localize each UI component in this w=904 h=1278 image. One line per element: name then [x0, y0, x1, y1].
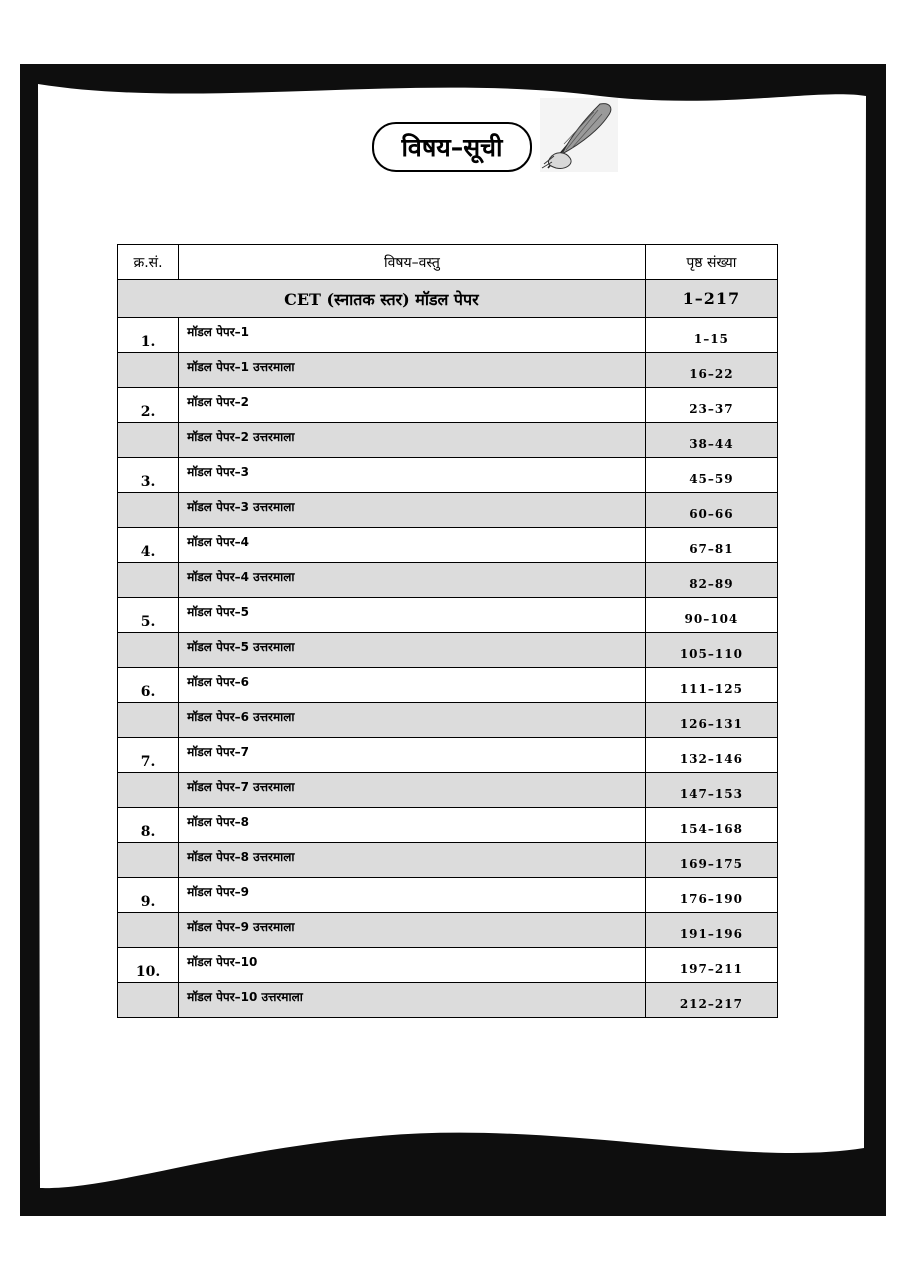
row-label: मॉडल पेपर–5	[187, 605, 249, 619]
row-label: मॉडल पेपर–9	[187, 885, 249, 899]
row-pages-cell	[645, 983, 777, 1018]
table-row	[118, 493, 778, 528]
table-row	[118, 913, 778, 948]
row-number: 6.	[140, 684, 156, 700]
row-number-cell	[118, 493, 179, 528]
row-pages-cell	[645, 598, 777, 633]
row-number-cell	[118, 388, 179, 423]
row-pages-cell	[645, 948, 777, 983]
row-label: मॉडल पेपर–1 उत्तरमाला	[187, 360, 295, 374]
section-title: CET (स्नातक स्तर) मॉडल पेपर	[118, 280, 646, 318]
row-number-cell	[118, 423, 179, 458]
row-label-cell	[179, 633, 646, 668]
row-pages: 23–37	[689, 402, 734, 416]
quill-pen-icon	[540, 98, 618, 172]
row-label-cell	[179, 773, 646, 808]
row-number: 7.	[140, 754, 156, 770]
row-pages-cell	[645, 563, 777, 598]
row-pages: 60–66	[689, 507, 734, 521]
table-row	[118, 598, 778, 633]
table-row	[118, 878, 778, 913]
row-number-cell	[118, 353, 179, 388]
row-label: मॉडल पेपर–7 उत्तरमाला	[187, 780, 295, 794]
row-pages: 126–131	[679, 717, 743, 731]
row-label-cell	[179, 493, 646, 528]
row-pages-cell	[645, 738, 777, 773]
row-pages-cell	[645, 668, 777, 703]
table-row	[118, 563, 778, 598]
row-pages: 176–190	[679, 892, 743, 906]
row-pages: 16–22	[689, 367, 734, 381]
row-number: 10.	[135, 964, 161, 980]
row-pages: 169–175	[679, 857, 743, 871]
row-pages: 132–146	[679, 752, 743, 766]
row-pages-cell	[645, 318, 777, 353]
row-number-cell	[118, 878, 179, 913]
row-pages: 191–196	[679, 927, 743, 941]
row-label: मॉडल पेपर–9 उत्तरमाला	[187, 920, 295, 934]
table-row	[118, 318, 778, 353]
row-label-cell	[179, 353, 646, 388]
row-pages-cell	[645, 388, 777, 423]
row-label: मॉडल पेपर–6 उत्तरमाला	[187, 710, 295, 724]
row-label: मॉडल पेपर–2 उत्तरमाला	[187, 430, 295, 444]
row-pages: 111–125	[679, 682, 743, 696]
row-number: 1.	[140, 334, 156, 350]
row-pages: 67–81	[689, 542, 734, 556]
row-label: मॉडल पेपर–1	[187, 325, 249, 339]
row-label-cell	[179, 598, 646, 633]
row-label-cell	[179, 703, 646, 738]
row-label: मॉडल पेपर–8	[187, 815, 249, 829]
header-subject: विषय–वस्तु	[179, 245, 646, 280]
row-label-cell	[179, 948, 646, 983]
header-serial: क्र.सं.	[118, 245, 179, 280]
row-label-cell	[179, 388, 646, 423]
row-label-cell	[179, 983, 646, 1018]
row-pages-cell	[645, 633, 777, 668]
section-row	[118, 280, 778, 318]
row-pages: 90–104	[684, 612, 739, 626]
table-row	[118, 388, 778, 423]
row-number-cell	[118, 563, 179, 598]
header-pages: पृष्ठ संख्या	[645, 245, 777, 280]
contents-table	[117, 244, 778, 1018]
row-pages-cell	[645, 353, 777, 388]
row-number: 3.	[140, 474, 156, 490]
row-number: 9.	[140, 894, 156, 910]
row-number-cell	[118, 598, 179, 633]
row-label: मॉडल पेपर–7	[187, 745, 249, 759]
row-pages: 1–15	[693, 332, 729, 346]
row-pages: 38–44	[689, 437, 734, 451]
row-label: मॉडल पेपर–4 उत्तरमाला	[187, 570, 295, 584]
table-row	[118, 703, 778, 738]
row-label: मॉडल पेपर–3 उत्तरमाला	[187, 500, 295, 514]
row-pages-cell	[645, 528, 777, 563]
row-number-cell	[118, 773, 179, 808]
row-pages: 154–168	[679, 822, 743, 836]
row-label: मॉडल पेपर–2	[187, 395, 249, 409]
table-row	[118, 808, 778, 843]
table-row	[118, 668, 778, 703]
row-number: 2.	[140, 404, 156, 420]
row-label-cell	[179, 878, 646, 913]
row-number-cell	[118, 913, 179, 948]
row-pages-cell	[645, 913, 777, 948]
row-label: मॉडल पेपर–3	[187, 465, 249, 479]
row-pages-cell	[645, 878, 777, 913]
row-label-cell	[179, 528, 646, 563]
row-pages: 147–153	[679, 787, 743, 801]
section-pages: 1–217	[645, 280, 777, 318]
row-pages-cell	[645, 493, 777, 528]
row-pages: 105–110	[679, 647, 743, 661]
row-label-cell	[179, 668, 646, 703]
row-pages-cell	[645, 843, 777, 878]
row-label-cell	[179, 563, 646, 598]
row-pages-cell	[645, 808, 777, 843]
row-pages: 45–59	[689, 472, 734, 486]
table-row	[118, 458, 778, 493]
table-row	[118, 528, 778, 563]
row-number-cell	[118, 458, 179, 493]
page-title	[372, 122, 532, 172]
row-label-cell	[179, 318, 646, 353]
row-label-cell	[179, 423, 646, 458]
row-number-cell	[118, 633, 179, 668]
row-number: 5.	[140, 614, 156, 630]
row-number-cell	[118, 983, 179, 1018]
row-label: मॉडल पेपर–10 उत्तरमाला	[187, 990, 303, 1004]
row-label: मॉडल पेपर–8 उत्तरमाला	[187, 850, 295, 864]
row-number-cell	[118, 738, 179, 773]
row-label-cell	[179, 738, 646, 773]
table-row	[118, 843, 778, 878]
table-header-row	[118, 245, 778, 280]
row-label: मॉडल पेपर–10	[187, 955, 258, 969]
row-pages: 197–211	[679, 962, 743, 976]
row-label: मॉडल पेपर–4	[187, 535, 249, 549]
row-label: मॉडल पेपर–5 उत्तरमाला	[187, 640, 295, 654]
row-pages-cell	[645, 703, 777, 738]
row-number-cell	[118, 703, 179, 738]
row-number: 4.	[140, 544, 156, 560]
row-number-cell	[118, 318, 179, 353]
row-number-cell	[118, 668, 179, 703]
row-label: मॉडल पेपर–6	[187, 675, 249, 689]
row-label-cell	[179, 843, 646, 878]
row-pages-cell	[645, 458, 777, 493]
table-row	[118, 423, 778, 458]
row-pages: 82–89	[689, 577, 734, 591]
page-title-text: विषय–सूची	[401, 133, 503, 162]
row-pages: 212–217	[679, 997, 743, 1011]
table-row	[118, 773, 778, 808]
row-number-cell	[118, 843, 179, 878]
row-number: 8.	[140, 824, 156, 840]
table-row	[118, 738, 778, 773]
row-label-cell	[179, 913, 646, 948]
row-number-cell	[118, 948, 179, 983]
row-pages-cell	[645, 423, 777, 458]
table-row	[118, 633, 778, 668]
table-row	[118, 353, 778, 388]
row-pages-cell	[645, 773, 777, 808]
row-label-cell	[179, 458, 646, 493]
table-row	[118, 983, 778, 1018]
row-number-cell	[118, 528, 179, 563]
row-number-cell	[118, 808, 179, 843]
table-row	[118, 948, 778, 983]
row-label-cell	[179, 808, 646, 843]
